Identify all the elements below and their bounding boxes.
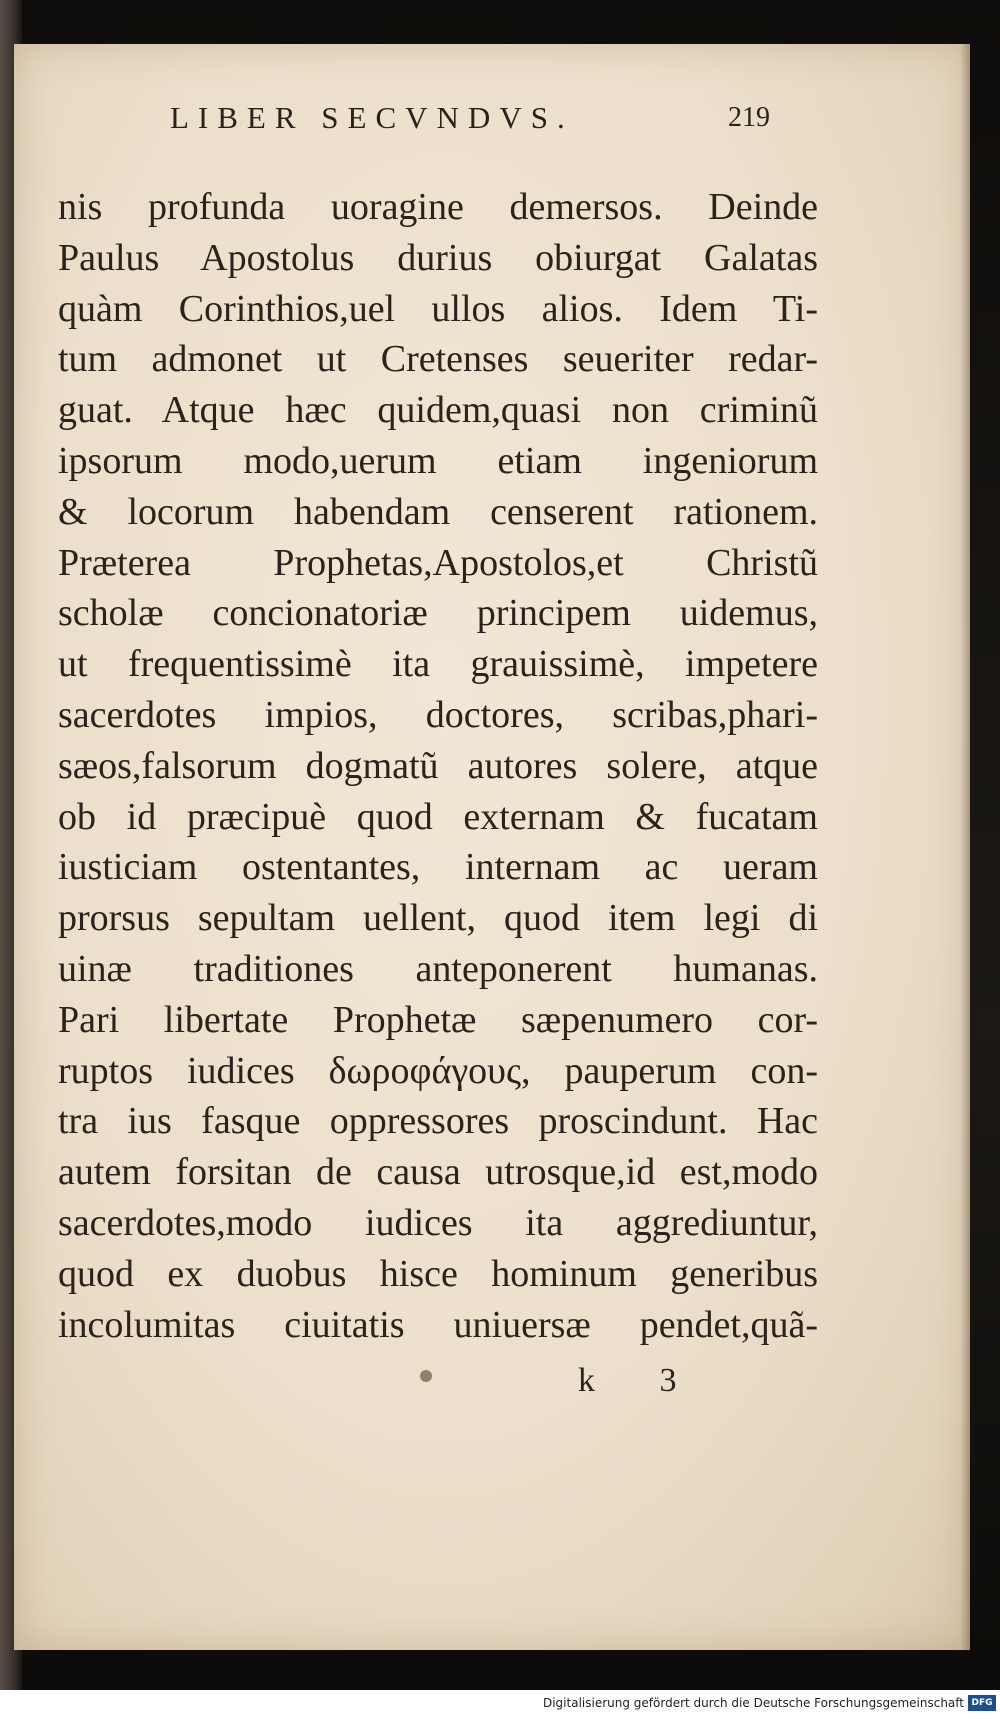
text-line: quàm Corinthios,uel ullos alios. Idem Ti- [58, 287, 818, 330]
text-line: guat. Atque hæc quidem,quasi non criminũ [58, 389, 818, 432]
footer-bar [0, 1690, 1000, 1719]
text-line: tra ius fasque oppressores proscindunt. Hac [58, 1100, 818, 1143]
funding-credit: Digitalisierung gefördert durch die Deutsche Forschungsgemeinschaft [542, 1696, 964, 1710]
page-header [150, 98, 770, 138]
text-line: uinæ traditiones anteponerent humanas. [58, 947, 818, 990]
text-line: Præterea Prophetas,Apostolos,et Christũ [58, 541, 818, 584]
text-line: prorsus sepultam uellent, quod item legi di [58, 897, 818, 940]
page-edge-shadow [960, 44, 970, 1650]
text-line: ipsorum modo,uerum etiam ingeniorum [58, 439, 818, 482]
text-line: scholæ concionatoriæ principem uidemus, [58, 592, 818, 635]
ink-blot [420, 1370, 432, 1382]
text-line: sacerdotes,modo iudices ita aggrediuntur, [58, 1201, 818, 1244]
signature-mark: k 3 [578, 1362, 705, 1399]
page-number: 219 [728, 102, 770, 133]
text-line: autem forsitan de causa utrosque,id est,modo [58, 1151, 818, 1194]
text-line: tum admonet ut Cretenses seueriter redar- [58, 338, 818, 381]
text-line: ruptos iudices δωροφάγους, pauperum con- [58, 1049, 818, 1092]
text-line: ob id præcipuè quod externam & fucatam [58, 795, 818, 838]
dfg-logo: DFG [968, 1695, 996, 1711]
text-line: Pari libertate Prophetæ sæpenumero cor- [58, 998, 818, 1041]
text-line: & locorum habendam censerent rationem. [58, 490, 818, 533]
body-text [58, 182, 818, 1350]
text-line: quod ex duobus hisce hominum generibus [58, 1252, 818, 1295]
text-line: sacerdotes impios, doctores, scribas,phari- [58, 693, 818, 736]
running-head: LIBER SECVNDVS. [170, 100, 574, 135]
text-line: sæos,falsorum dogmatũ autores solere, atque [58, 744, 818, 787]
text-line: Paulus Apostolus durius obiurgat Galatas [58, 236, 818, 279]
text-line: incolumitas ciuitatis uniuersæ pendet,quã- [58, 1303, 818, 1346]
text-line: nis profunda uoragine demersos. Deinde [58, 186, 818, 228]
text-line: iusticiam ostentantes, internam ac ueram [58, 846, 818, 889]
text-line: ut frequentissimè ita grauissimè, impetere [58, 643, 818, 686]
